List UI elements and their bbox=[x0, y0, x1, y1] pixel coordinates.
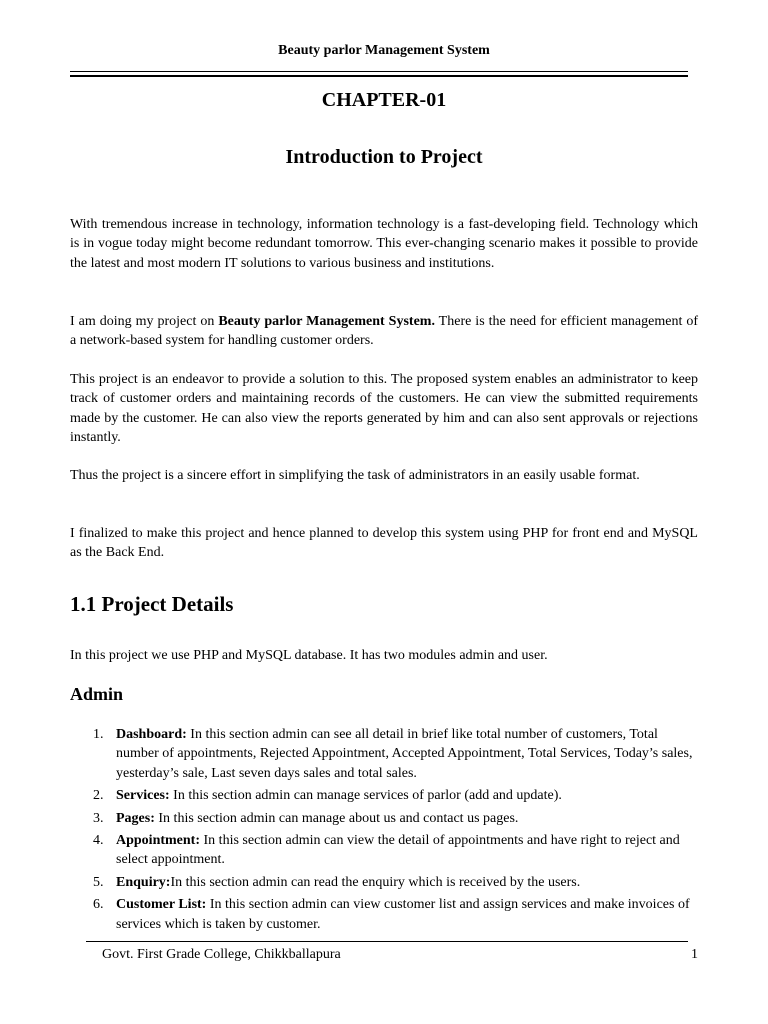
list-item-number: 4. bbox=[93, 833, 104, 849]
section-heading: 1.1 Project Details bbox=[70, 592, 234, 616]
chapter-title: Introduction to Project bbox=[285, 146, 483, 168]
paragraph-2-lead: I am doing my project on bbox=[70, 314, 219, 329]
paragraph-3-text: This project is an endeavor to provide a solution to this. The proposed system enables an administrator to keep track of customer orders and maintaining records of the customers. He can view the submitted requirements made by the customer. He can also view the reports generated by him and can also sent approvals or rejections instantly. bbox=[70, 372, 698, 446]
list-item-number: 5. bbox=[93, 874, 104, 890]
list-item-term: Dashboard: bbox=[116, 727, 187, 742]
paragraph-4 bbox=[70, 466, 698, 485]
list-item-term: Enquiry: bbox=[116, 874, 171, 890]
list-item-term: Customer List: bbox=[116, 897, 207, 913]
footer-institution: Govt. First Grade College, Chikkballapura bbox=[102, 947, 341, 962]
paragraph-1-text: With tremendous increase in technology, information technology is a fast-developing field. Technology which is in vogue today might become redundant tomorrow. This ever-changing scenario makes it possible to provide the latest and most modern IT solutions to various business and institutions. bbox=[70, 217, 698, 271]
chapter-label: CHAPTER-01 bbox=[321, 89, 447, 111]
header-rule-bottom bbox=[70, 75, 688, 77]
list-item bbox=[70, 831, 698, 870]
paragraph-2 bbox=[70, 312, 698, 351]
section-intro bbox=[70, 646, 698, 665]
admin-subheading: Admin bbox=[70, 684, 124, 704]
list-item bbox=[70, 809, 698, 828]
list-item-number: 2. bbox=[93, 788, 104, 804]
list-item bbox=[70, 895, 698, 934]
admin-features-list bbox=[70, 725, 698, 937]
paragraph-1 bbox=[70, 215, 698, 273]
header-rule-top bbox=[70, 71, 688, 72]
list-item-text: In this section admin can manage about us and contact us pages. bbox=[154, 810, 519, 826]
list-item-term: Services: bbox=[116, 788, 170, 804]
list-item-term: Appointment: bbox=[116, 833, 201, 849]
list-item-number: 6. bbox=[93, 897, 104, 913]
list-item-number: 1. bbox=[93, 727, 104, 742]
paragraph-3 bbox=[70, 370, 698, 448]
list-item-text: In this section admin can view customer list and assign services and make invoices of services which is taken by customer. bbox=[116, 897, 690, 932]
list-item-text: In this section admin can manage services of parlor (add and update). bbox=[169, 788, 562, 804]
paragraph-5-text: I finalized to make this project and hence planned to develop this system using PHP for front end and MySQL as the Back End. bbox=[70, 526, 698, 561]
paragraph-4-text: Thus the project is a sincere effort in simplifying the task of administrators in an easily usable format. bbox=[70, 468, 640, 483]
list-item bbox=[70, 873, 698, 892]
page-number: 1 bbox=[691, 947, 698, 962]
list-item-text: In this section admin can read the enquiry which is received by the users. bbox=[170, 874, 581, 890]
list-item-text: In this section admin can view the detail of appointments and have right to reject and select appointment. bbox=[116, 833, 680, 868]
paragraph-5 bbox=[70, 524, 698, 563]
list-item-number: 3. bbox=[93, 810, 104, 826]
list-item-text: In this section admin can see all detail in brief like total number of customers, Total number of appointments, Rejected Appointment, Accepted Appointment, Total Services, Today’s sales, yesterday’s sale, Last seven days sales and total sales. bbox=[116, 727, 693, 781]
section-intro-text: In this project we use PHP and MySQL database. It has two modules admin and user. bbox=[70, 648, 548, 663]
running-header: Beauty parlor Management System bbox=[278, 43, 490, 58]
list-item bbox=[70, 786, 698, 805]
footer-rule bbox=[86, 941, 688, 942]
list-item bbox=[70, 725, 698, 783]
paragraph-2-rest: There is the need for efficient management of a network-based system for handling customer orders. bbox=[70, 314, 698, 349]
project-name-bold: Beauty parlor Management System. bbox=[218, 314, 435, 329]
list-item-term: Pages: bbox=[116, 810, 155, 826]
